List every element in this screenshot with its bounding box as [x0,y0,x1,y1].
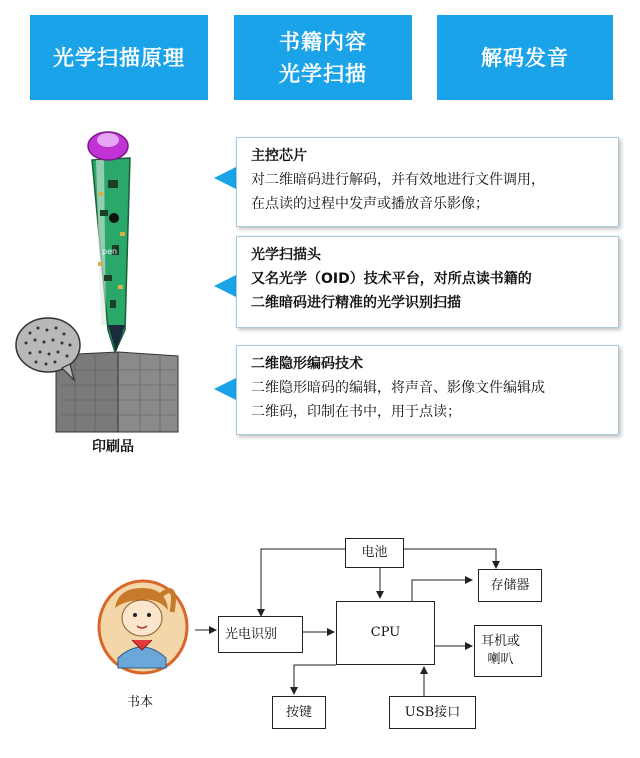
card-optical-head [236,236,619,328]
storage-label: 存储器 [490,577,530,593]
pointer-arrow-2 [214,275,236,297]
header-scan [234,15,412,100]
keys-label: 按键 [285,704,312,720]
optical-recognition-label: 光电识别 [225,626,278,642]
header-principle [30,15,208,100]
earphone-label: 耳机或 喇叭 [481,634,521,667]
cpu-box [336,601,435,665]
card-optical-head-desc: 又名光学（OID）技术平台，对所点读书籍的 二维暗码进行精准的光学识别扫描 [251,271,532,311]
cpu-label: CPU [370,625,401,640]
card-main-chip-desc: 对二维暗码进行解码，并有效地进行文件调用， 在点读的过程中发声或播放音乐影像； [251,172,545,212]
battery-label: 电池 [361,545,388,560]
battery-box [345,538,404,568]
optical-recognition-box [218,616,303,653]
card-optical-head-title: 光学扫描头 [251,247,321,263]
reader-pen-icon [88,132,130,352]
pointer-arrow-1 [214,167,236,189]
keys-box [272,696,326,729]
card-hidden-code [236,345,619,435]
card-main-chip-title: 主控芯片 [251,148,307,164]
storage-box [478,569,542,602]
printed-material-caption: 印刷品 [92,439,134,455]
printed-book-icon [56,352,178,432]
pen-illustration [0,120,220,460]
header-decode [437,15,613,100]
book-reader-girl-icon [99,581,187,673]
card-hidden-code-desc: 二维隐形暗码的编辑，将声音、影像文件编辑成 二维码，印制在书中，用于点读； [251,380,545,420]
header-principle-text: 光学扫描原理 [53,45,185,70]
card-main-chip [236,137,619,227]
header-scan-line1: 书籍内容 [279,29,367,54]
card-hidden-code-title: 二维隐形编码技术 [251,356,363,372]
pen-text: pen [102,247,118,256]
header-scan-line2: 光学扫描 [279,61,367,86]
usb-box [389,696,476,729]
header-decode-text: 解码发音 [481,45,569,70]
dot-code-bubble-icon [16,318,80,380]
book-label: 书本 [127,695,154,710]
pointer-arrow-3 [214,378,236,400]
usb-label: USB接口 [404,704,461,720]
earphone-box [474,625,542,677]
